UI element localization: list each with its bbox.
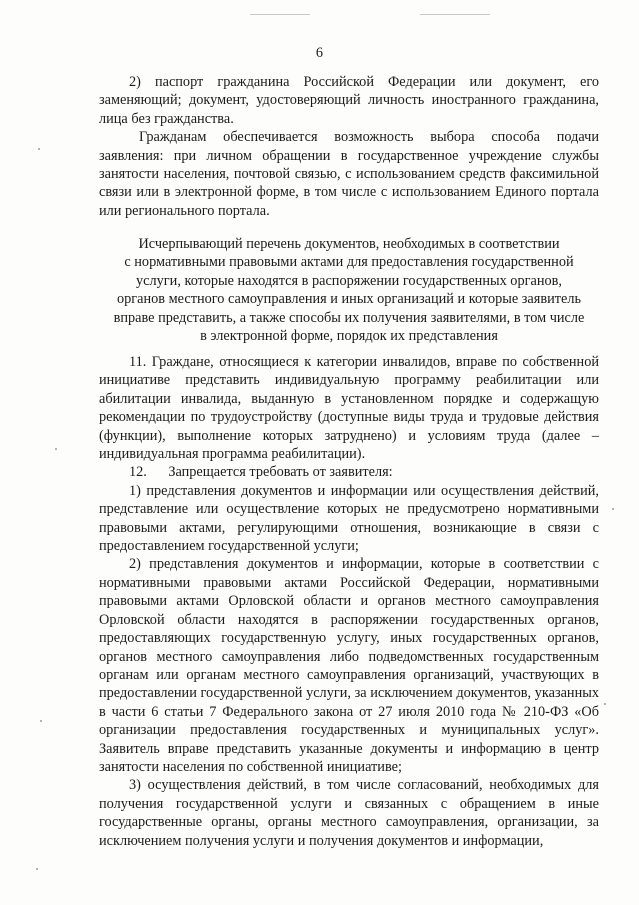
list-item-3: 3) осуществления действий, в том числе согласований, необходимых для получения государственной услуги и связанных с обращением в иные государственные органы, органы местного самоуправления, организации, за исключением получения услуги и получения документов и информации, bbox=[99, 777, 599, 849]
heading-line: в электронной форме, порядок их представления bbox=[200, 328, 498, 345]
paragraph-11: 11. Граждане, относящиеся к категории инвалидов, вправе по собственной инициативе представить индивидуальную программу реабилитации или абилитации инвалида, выданную в установленном порядке и содержащую рекомендации по трудоустройству (доступные виды труда и трудовые действия (функции), выполнение которых затруднено) и условиям труда (далее – индивидуальная программа реабилитации). bbox=[99, 354, 599, 463]
section-heading bbox=[99, 235, 599, 345]
scan-speck bbox=[55, 448, 57, 450]
list-item-2: 2) представления документов и информации, которые в соответствии с нормативными правовыми актами Российской Федерации, нормативными правовыми актами Орловской области и органов местного самоуправления Орловской области находятся в распоряжении государственных органов, предоставляющих государственную услугу, иных государственных органов, органов местного самоуправления либо подведомственных государственным органам или органам местного самоуправления организаций, участвующих в предоставлении государственной услуги, за исключением документов, указанных в части 6 статьи 7 Федерального закона от 27 июля 2010 года № 210-ФЗ «Об организации предоставления государственных и муниципальных услуг». Заявитель вправе представить указанные документы и информацию в центр занятости населения по собственной инициативе; bbox=[99, 556, 599, 775]
heading-line: услуги, которые находятся в распоряжении государственных органов, bbox=[136, 272, 562, 289]
intro-block bbox=[99, 73, 599, 220]
scan-speck bbox=[36, 868, 38, 870]
paragraph-submission-methods: Гражданам обеспечивается возможность выбора способа подачи заявления: при личном обращении в государственное учреждение службы занятости населения, почтовой связью, с использованием средств факсимильной связи или в электронной форме, в том числе с использованием Единого портала или регионального портала. bbox=[99, 129, 599, 219]
heading-line: с нормативными правовыми актами для предоставления государственной bbox=[124, 254, 574, 271]
heading-line: органов местного самоуправления и иных организаций и которые заявитель bbox=[117, 291, 581, 308]
scan-artifact bbox=[420, 14, 490, 15]
list-item-1: 1) представления документов и информации или осуществления действий, представление или осуществление которых не предусмотрено нормативными правовыми актами, регулирующими отношения, возникающие в связи с предоставлением государственной услуги; bbox=[99, 482, 599, 555]
paragraph-passport: 2) паспорт гражданина Российской Федерации или документ, его заменяющий; документ, удостоверяющий личность иностранного гражданина, лица без гражданства. bbox=[99, 74, 599, 127]
heading-line: Исчерпывающий перечень документов, необходимых в соответствии bbox=[138, 236, 560, 252]
scan-artifact bbox=[250, 14, 310, 15]
scan-speck bbox=[604, 703, 606, 705]
heading-line: вправе представить, а также способы их получения заявителями, в том числе bbox=[113, 309, 585, 326]
main-block bbox=[99, 353, 599, 850]
scan-speck bbox=[612, 508, 614, 510]
paragraph-12: 12. Запрещается требовать от заявителя: bbox=[129, 464, 393, 481]
scan-speck bbox=[40, 720, 42, 722]
page-number: 6 bbox=[315, 45, 324, 61]
scan-speck bbox=[38, 148, 40, 150]
